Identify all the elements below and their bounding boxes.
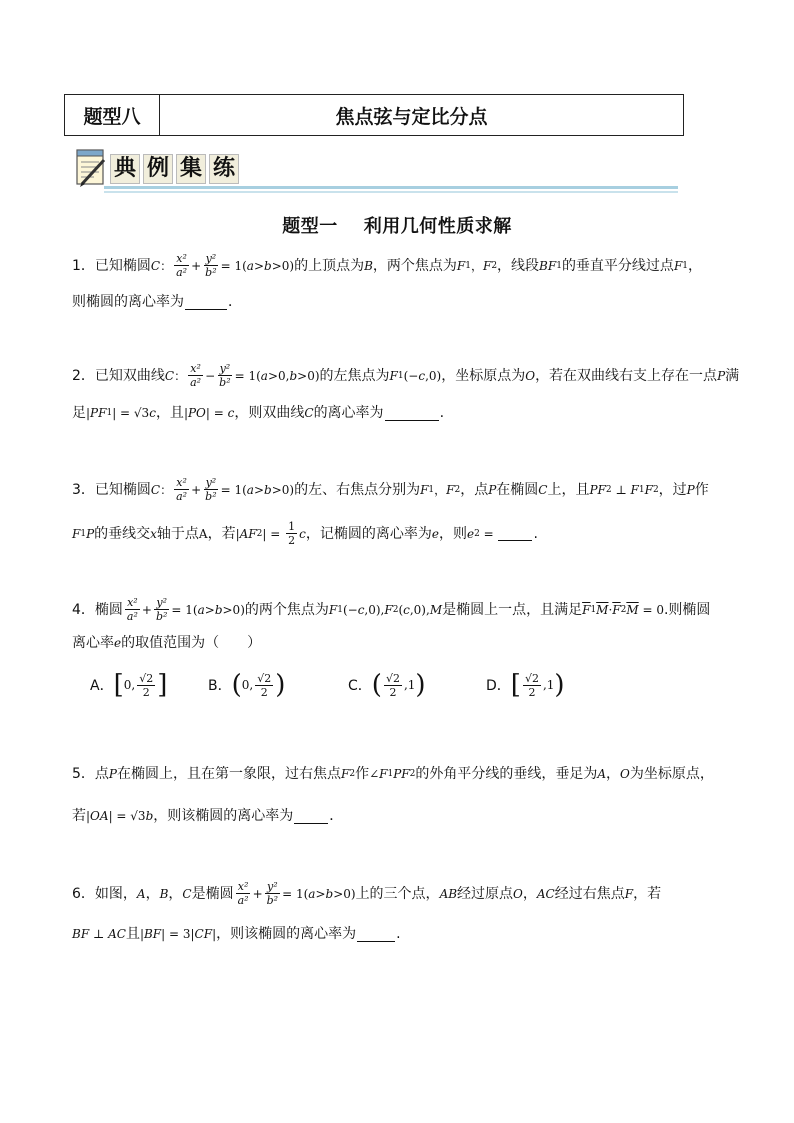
question-6-line-1: 6．如图， A ， B ， C 是椭圆 $\frac{\text{x²}}{\text{a²}}$ + $\frac{\text{y²}}{\text{b²}}$ = 1( a > b >0) 上的三个点， AB 经过原点 O ， AC 经过右焦点 F ，若 [72, 880, 662, 907]
banner-char: 集 [176, 154, 206, 184]
option-b[interactable]: B． ( 0, $\frac{√2}{2}$ ) [208, 670, 286, 700]
question-2-line-2: 足 | PF 1 | = √3 c ，且 | PO | = c ，则双曲线 C 的离心率为 . [72, 405, 445, 421]
section-title [0, 212, 794, 238]
question-2-line-1: 2．已知双曲线 C ： $\frac{\text{x²}}{\text{a²}}$ − $\frac{\text{y²}}{\text{b²}}$ = 1( a >0, b >0) 的左焦点为 F 1 (− c ,0) ，坐标原点为 O ，若在双曲线右支上存在一点 P 满 [72, 362, 740, 389]
answer-blank[interactable] [498, 526, 532, 541]
question-1-line-1: 1．已知椭圆 C ： $\frac{\text{x²}}{\text{a²}}$ + $\frac{\text{y²}}{\text{b²}}$ = 1( a > b >0) 的上顶点为 B ，两个焦点为 F 1 ， F 2 ，线段 BF 1 的垂直平分线过点 F 1 ， [72, 252, 702, 279]
option-c[interactable]: C． ( $\frac{√2}{2}$ ,1 ) [348, 670, 426, 700]
question-3-line-2: F 1 P 的垂线交 x 轴于点 A ，若 | AF 2 | = $\frac{1}{2}$ c ，记椭圆的离心率为 e ，则 e 2 = . [72, 520, 538, 547]
topic-header [64, 94, 684, 136]
examples-banner [74, 146, 678, 194]
answer-blank[interactable] [294, 809, 328, 824]
banner-divider [104, 186, 678, 189]
banner-char: 典 [110, 154, 140, 184]
banner-title [110, 154, 239, 184]
option-a[interactable]: A． [ 0, $\frac{√2}{2}$ ] [90, 670, 168, 700]
topic-label: 题型八 [65, 95, 160, 135]
question-5-line-2: 若 | OA | = √3 b ，则该椭圆的离心率为 ． [72, 808, 344, 824]
notepad-pencil-icon [74, 146, 108, 188]
question-5-line-1: 5．点 P 在椭圆上，且在第一象限，过右焦点 F 2 作 ∠ F 1 PF 2 的外角平分线的垂线，垂足为 A ， O 为坐标原点， [72, 766, 714, 782]
answer-blank[interactable] [185, 295, 227, 310]
topic-title: 焦点弦与定比分点 [335, 105, 488, 128]
answer-blank[interactable] [385, 406, 439, 421]
banner-char: 练 [209, 154, 239, 184]
question-4-line-1: 4．椭圆 $\frac{\text{x²}}{\text{a²}}$ + $\frac{\text{y²}}{\text{b²}}$ = 1( a > b >0) 的两个焦点为 F 1 (− c ,0), F 2 ( c ,0), M 是椭圆上一点，且满足 $\overline{F}$ 1 $\overline{M}$ · $\overline{F}$ 2 $\overline{M}$ = 0 .则椭圆 [72, 596, 711, 623]
question-4-line-2: 离心率 e 的取值范围为（ ） [72, 635, 262, 651]
banner-divider-thin [104, 191, 678, 193]
question-3-line-1: 3．已知椭圆 C ： $\frac{\text{x²}}{\text{a²}}$ + $\frac{\text{y²}}{\text{b²}}$ = 1( a > b >0) 的左、右焦点分别为 F 1 ， F 2 ，点 P 在椭圆 C 上，且 PF 2 ⊥ F 1 F 2 ，过 P 作 [72, 476, 709, 503]
question-6-line-2: BF ⊥ AC 且 | BF | = 3| CF | ，则该椭圆的离心率为 . [72, 926, 401, 942]
banner-char: 例 [143, 154, 173, 184]
question-1-line-2: 则椭圆的离心率为 ． [72, 294, 242, 310]
option-d[interactable]: D． [ $\frac{√2}{2}$ ,1 ) [486, 670, 565, 700]
section-title-part2: 利用几何性质求解 [363, 216, 512, 237]
section-title-part1: 题型一 [282, 216, 338, 237]
answer-blank[interactable] [357, 927, 395, 942]
